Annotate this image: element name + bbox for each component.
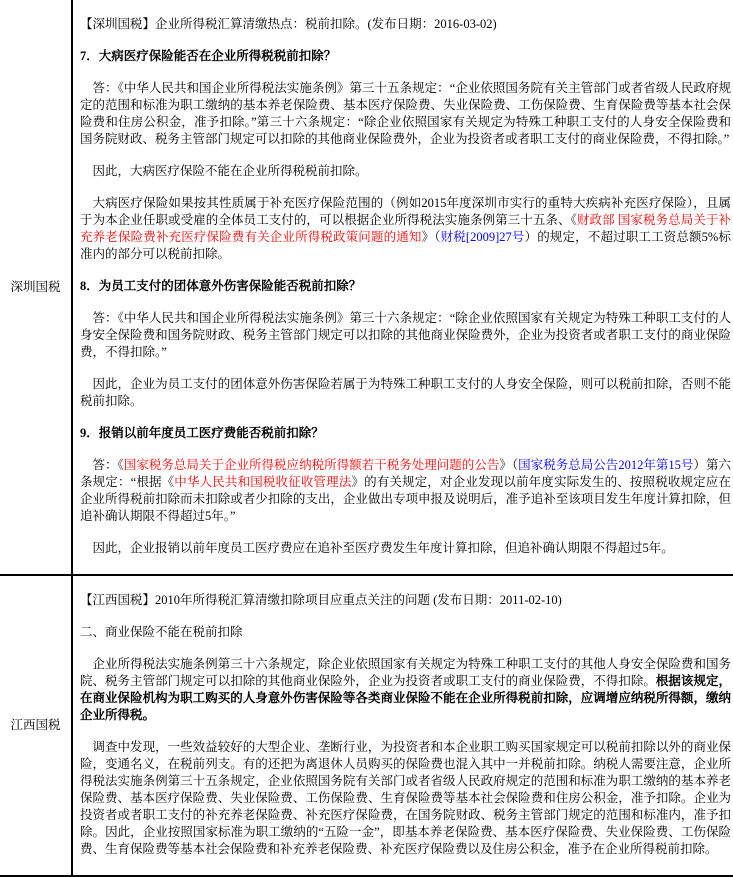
text-segment: 8．为员工支付的团体意外伤害保险能否税前扣除？	[80, 279, 362, 293]
question-heading	[80, 425, 731, 442]
text-segment: 》（	[421, 230, 441, 244]
regulation-link[interactable]: 财政部 国家税务总局关于补充养老保险费补充医疗保险费有关企业所得税政策问题的通知	[80, 213, 731, 244]
text-segment: 答：《中华人民共和国企业所得税法实施条例》第三十五条规定：“企业依照国务院有关主管部门或者省级人民政府规定的范围和标准为职工缴纳的基本养老保险费、基本医疗保险费、失业保险费、工伤保险费、生育保险费等基本社会保险费和住房公积金，准予扣除。”第三十六条规定：“除企业依照国家有关规定为特殊工种职工支付的人身安全保险费和国务院财政、税务主管部门规定可以扣除的其他商业保险费外，企业为投资者或者职工支付的商业保险费，不得扣除。”	[80, 81, 731, 146]
text-segment: 》（	[499, 458, 519, 472]
text-segment: 答：《中华人民共和国企业所得税法实施条例》第三十六条规定：“除企业依照国家有关规定为特殊工种职工支付的人身安全保险费和国务院财政、税务主管部门规定可以扣除的其他商业保险费外，企业为投资者或者职工支付的商业保险费，不得扣除。”	[80, 311, 731, 359]
paragraph	[80, 457, 731, 525]
regulation-link[interactable]: 中华人民共和国税收征收管理法	[174, 475, 352, 489]
text-segment: 因此，企业报销以前年度员工医疗费应在追补至医疗费发生年度计算扣除，但追补确认期限不得超过5年。	[92, 541, 674, 555]
text-segment: 根据该规定，在商业保险机构为职工购买的人身意外伤害保险等各类商业保险不能在企业所得税前扣除，应调增应纳税所得额，缴纳企业所得税。	[80, 674, 731, 722]
paragraph	[80, 656, 731, 724]
regulation-link[interactable]: 国家税务总局关于企业所得税应纳税所得额若干税务处理问题的公告	[123, 458, 500, 472]
text-segment: 【深圳国税】企业所得税汇算清缴热点：税前扣除。(发布日期：2016-03-02)	[80, 17, 497, 31]
row-label-shenzhen: 深圳国税	[0, 0, 73, 574]
text-segment: 》的有关规定，对企业发现以前年度实际发生的、按照税收规定应在企业所得税前扣除而未扣除或者少扣除的支出，企业做出专项申报及说明后，准予追补至该项目发生年度计算扣除，但追补确认期限不得超过5年。”	[80, 475, 731, 523]
row-content-jiangxi	[73, 576, 733, 875]
text-segment: 二、商业保险不能在税前扣除	[80, 625, 243, 639]
paragraph	[80, 624, 731, 641]
row-content-shenzhen	[73, 0, 733, 574]
paragraph	[80, 592, 731, 609]
paragraph	[80, 195, 731, 263]
text-segment: 因此，企业为员工支付的团体意外伤害保险若属于为特殊工种职工支付的人身安全保险，则可以税前扣除，否则不能税前扣除。	[80, 377, 731, 408]
regulation-link[interactable]: 财税[2009]27号	[440, 230, 525, 244]
paragraph	[80, 163, 731, 180]
table-row-jiangxi	[0, 576, 733, 877]
text-segment: 【江西国税】2010年所得税汇算清缴扣除项目应重点关注的问题 (发布日期：2011-02-10)	[80, 593, 562, 607]
text-segment: 企业所得税法实施条例第三十六条规定，除企业依照国家有关规定为特殊工种职工支付的其他人身安全保险费和国务院、税务主管部门规定可以扣除的其他商业保险外，企业为投资者或职工支付的商业保险费，不得扣除。	[80, 657, 731, 688]
text-segment: ）的规定，不超过职工工资总额5%标准内的部分可以税前扣除。	[80, 230, 731, 261]
question-heading	[80, 278, 731, 295]
row-label-jiangxi: 江西国税	[0, 576, 73, 875]
paragraph	[80, 80, 731, 148]
text-segment: 大病医疗保险如果按其性质属于补充医疗保险范围的（例如2015年度深圳市实行的重特大疾病补充医疗保险），且属于为本企业任职或受雇的全体员工支付的，可以根据企业所得税法实施条例第三十五条、《	[80, 196, 731, 227]
text-segment: 答：《	[92, 458, 124, 472]
paragraph	[80, 16, 731, 33]
text-segment: ）第六条规定：“根据《	[80, 458, 731, 489]
paragraph	[80, 310, 731, 361]
paragraph	[80, 540, 731, 557]
paragraph	[80, 376, 731, 410]
text-segment: 9．报销以前年度员工医疗费能否税前扣除？	[80, 426, 324, 440]
question-heading	[80, 48, 731, 65]
paragraph	[80, 739, 731, 858]
text-segment: 7．大病医疗保险能否在企业所得税税前扣除？	[80, 49, 337, 63]
text-segment: 因此，大病医疗保险不能在企业所得税税前扣除。	[92, 164, 368, 178]
text-segment: 调查中发现，一些效益较好的大型企业、垄断行业，为投资者和本企业职工购买国家规定可以税前扣除以外的商业保险，变通名义，在税前列支。有的还把为离退休人员购买的保险费也混入其中一并税前扣除。纳税人需要注意，企业所得税法实施条例第三十五条规定，企业依照国务院有关部门或者省级人民政府规定的范围和标准为职工缴纳的基本养老保险费、基本医疗保险费、失业保险费、工伤保险费、生育保险费等基本社会保险费和住房公积金，准予扣除。企业为投资者或者职工支付的补充养老保险费、补充医疗保险费，在国务院财政、税务主管部门规定的范围和标准内，准予扣除。因此，企业按照国家标准为职工缴纳的“五险一金”，即基本养老保险费、基本医疗保险费、失业保险费、工伤保险费、生育保险费等基本社会保险费和补充养老保险费、补充医疗保险费以及住房公积金，准予在企业所得税前扣除。	[80, 740, 731, 856]
regulation-link[interactable]: 国家税务总局公告2012年第15号	[518, 458, 694, 472]
